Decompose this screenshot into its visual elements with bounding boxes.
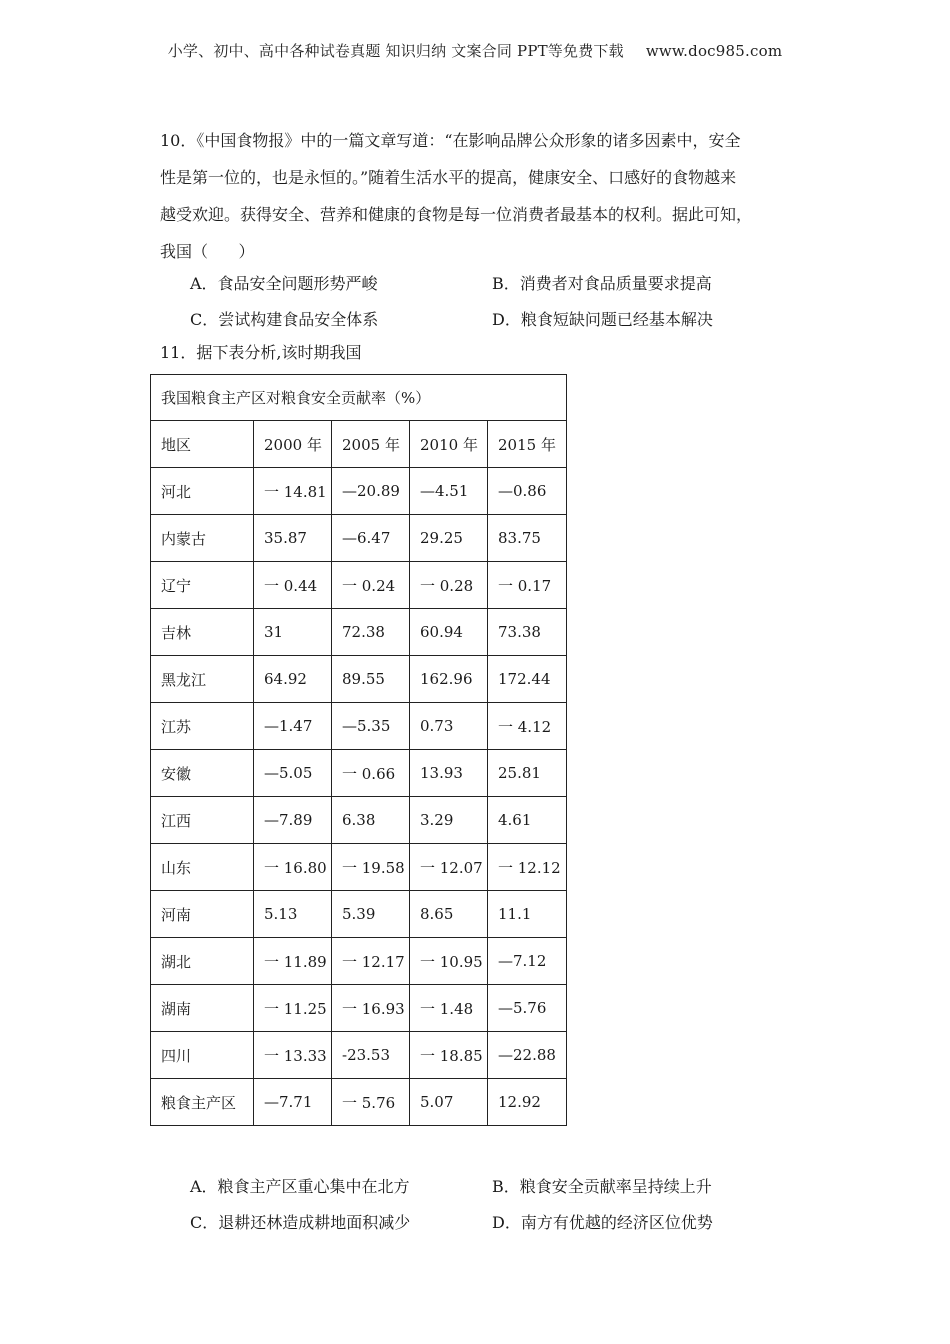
table-row xyxy=(151,656,567,703)
region-cell: 山东 xyxy=(151,844,254,891)
region-cell: 湖北 xyxy=(151,938,254,985)
value-cell: —1.47 xyxy=(254,703,332,750)
value-cell: —5.76 xyxy=(488,985,567,1032)
question-11-options xyxy=(190,1167,790,1239)
question-11-stem: 11．据下表分析,该时期我国 xyxy=(160,343,362,362)
value-cell: 一 13.33 xyxy=(254,1032,332,1079)
value-cell: 一 16.80 xyxy=(254,844,332,891)
value-cell: 一 10.95 xyxy=(410,938,488,985)
value-cell: 一 11.89 xyxy=(254,938,332,985)
value-cell: 4.61 xyxy=(488,797,567,844)
value-cell: 一 4.12 xyxy=(488,703,567,750)
value-cell: 3.29 xyxy=(410,797,488,844)
value-cell: 一 12.17 xyxy=(332,938,410,985)
region-cell: 黑龙江 xyxy=(151,656,254,703)
table-caption: 我国粮食主产区对粮食安全贡献率（%） xyxy=(151,375,567,421)
value-cell: 一 14.81 xyxy=(254,468,332,515)
value-cell: 一 16.93 xyxy=(332,985,410,1032)
value-cell: 162.96 xyxy=(410,656,488,703)
value-cell: —7.12 xyxy=(488,938,567,985)
table-header: 2010 年 xyxy=(410,421,488,468)
value-cell: —7.89 xyxy=(254,797,332,844)
table-header: 2015 年 xyxy=(488,421,567,468)
value-cell: 25.81 xyxy=(488,750,567,797)
region-cell: 江苏 xyxy=(151,703,254,750)
value-cell: 一 5.76 xyxy=(332,1079,410,1126)
grain-contribution-table xyxy=(150,374,567,1126)
value-cell: 一 1.48 xyxy=(410,985,488,1032)
value-cell: 8.65 xyxy=(410,891,488,938)
option-d: D．粮食短缺问题已经基本解决 xyxy=(492,309,713,329)
value-cell: 6.38 xyxy=(332,797,410,844)
option-b: B．粮食安全贡献率呈持续上升 xyxy=(492,1176,712,1196)
table-row xyxy=(151,938,567,985)
region-cell: 江西 xyxy=(151,797,254,844)
value-cell: 13.93 xyxy=(410,750,488,797)
region-cell: 河北 xyxy=(151,468,254,515)
table-row xyxy=(151,844,567,891)
value-cell: 一 0.28 xyxy=(410,562,488,609)
value-cell: —7.71 xyxy=(254,1079,332,1126)
page-header xyxy=(0,40,950,61)
question-10-line: 越受欢迎。获得安全、营养和健康的食物是每一位消费者最基本的权利。据此可知， xyxy=(160,205,753,224)
table-header: 地区 xyxy=(151,421,254,468)
table-row xyxy=(151,797,567,844)
region-cell: 四川 xyxy=(151,1032,254,1079)
value-cell: —22.88 xyxy=(488,1032,567,1079)
value-cell: 一 19.58 xyxy=(332,844,410,891)
value-cell: 12.92 xyxy=(488,1079,567,1126)
value-cell: 29.25 xyxy=(410,515,488,562)
value-cell: 89.55 xyxy=(332,656,410,703)
value-cell: 60.94 xyxy=(410,609,488,656)
region-cell: 湖南 xyxy=(151,985,254,1032)
table-row xyxy=(151,985,567,1032)
option-c: C．退耕还林造成耕地面积减少 xyxy=(190,1212,411,1232)
question-10 xyxy=(160,122,790,270)
question-10-line: 我国（ ） xyxy=(160,242,255,261)
option-b: B．消费者对食品质量要求提高 xyxy=(492,273,712,293)
value-cell: —5.35 xyxy=(332,703,410,750)
region-cell: 粮食主产区 xyxy=(151,1079,254,1126)
value-cell: 11.1 xyxy=(488,891,567,938)
value-cell: 64.92 xyxy=(254,656,332,703)
value-cell: 0.73 xyxy=(410,703,488,750)
table-header: 2005 年 xyxy=(332,421,410,468)
value-cell: 一 12.12 xyxy=(488,844,567,891)
value-cell: -23.53 xyxy=(332,1032,410,1079)
question-10-options xyxy=(190,264,790,336)
value-cell: 一 11.25 xyxy=(254,985,332,1032)
region-cell: 吉林 xyxy=(151,609,254,656)
value-cell: —20.89 xyxy=(332,468,410,515)
question-10-line: 10．《中国食物报》中的一篇文章写道：“在影响品牌公众形象的诸多因素中，安全 xyxy=(160,131,741,150)
table-row xyxy=(151,1032,567,1079)
question-10-line: 性是第一位的，也是永恒的。”随着生活水平的提高，健康安全、口感好的食物越来 xyxy=(160,168,737,187)
value-cell: 一 0.66 xyxy=(332,750,410,797)
table-row xyxy=(151,515,567,562)
value-cell: 5.39 xyxy=(332,891,410,938)
value-cell: 73.38 xyxy=(488,609,567,656)
value-cell: 一 12.07 xyxy=(410,844,488,891)
table-row xyxy=(151,609,567,656)
option-a: A．食品安全问题形势严峻 xyxy=(190,273,378,293)
value-cell: 一 0.44 xyxy=(254,562,332,609)
value-cell: —6.47 xyxy=(332,515,410,562)
table-row xyxy=(151,891,567,938)
table-row xyxy=(151,703,567,750)
region-cell: 内蒙古 xyxy=(151,515,254,562)
table-row xyxy=(151,468,567,515)
header-url: www.doc985.com xyxy=(645,42,783,60)
table-row xyxy=(151,750,567,797)
value-cell: 83.75 xyxy=(488,515,567,562)
value-cell: 一 0.17 xyxy=(488,562,567,609)
value-cell: 5.13 xyxy=(254,891,332,938)
table-header: 2000 年 xyxy=(254,421,332,468)
region-cell: 安徽 xyxy=(151,750,254,797)
option-c: C．尝试构建食品安全体系 xyxy=(190,309,379,329)
table-header-row xyxy=(151,421,567,468)
value-cell: 一 0.24 xyxy=(332,562,410,609)
header-text: 小学、初中、高中各种试卷真题 知识归纳 文案合同 PPT等免费下载 xyxy=(167,42,624,60)
option-d: D．南方有优越的经济区位优势 xyxy=(492,1212,713,1232)
value-cell: 72.38 xyxy=(332,609,410,656)
value-cell: —4.51 xyxy=(410,468,488,515)
value-cell: 5.07 xyxy=(410,1079,488,1126)
region-cell: 辽宁 xyxy=(151,562,254,609)
value-cell: 172.44 xyxy=(488,656,567,703)
table-row xyxy=(151,1079,567,1126)
value-cell: —5.05 xyxy=(254,750,332,797)
region-cell: 河南 xyxy=(151,891,254,938)
value-cell: 一 18.85 xyxy=(410,1032,488,1079)
value-cell: 31 xyxy=(254,609,332,656)
value-cell: 35.87 xyxy=(254,515,332,562)
option-a: A．粮食主产区重心集中在北方 xyxy=(190,1176,410,1196)
value-cell: —0.86 xyxy=(488,468,567,515)
table-row xyxy=(151,562,567,609)
